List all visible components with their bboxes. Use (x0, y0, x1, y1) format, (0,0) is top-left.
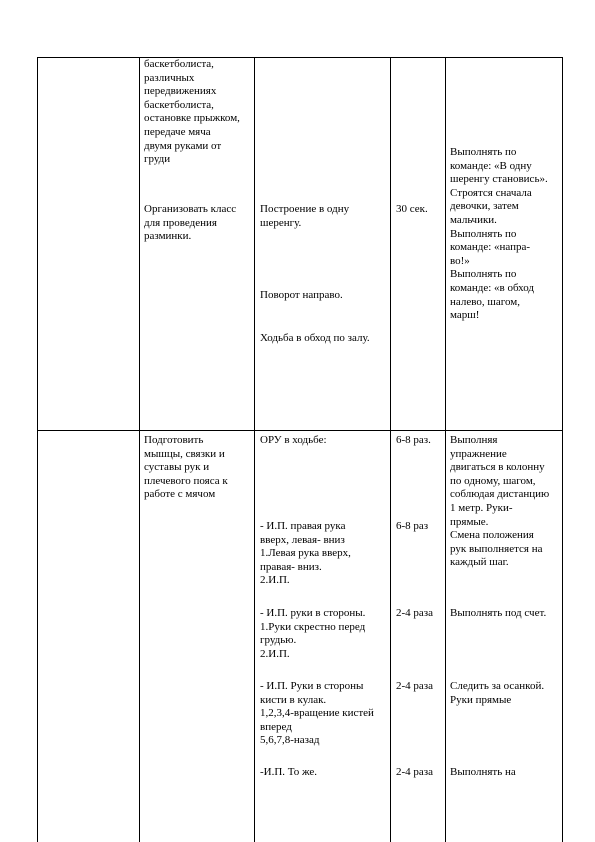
row1-content-turn: Поворот направо. (260, 289, 343, 301)
row2-notes-4: Следить за осанкой. Руки прямые (450, 680, 545, 706)
row2-content-oru: ОРУ в ходьбе: (260, 434, 327, 446)
row2-notes-5: Выполнять на (450, 766, 516, 778)
row1-content-formation: Построение в одну шеренгу. (260, 203, 350, 229)
column-divider-2 (254, 57, 255, 842)
row1-goals-organize-text: Организовать класс для проведения разминки. (144, 203, 237, 243)
row2-notes-1: Выполняя упражнение двигаться в колонну по одному, шагом, соблюдая дистанцию 1 метр. Руки- прямые. Смена положения рук выполняется на каждый шаг. (450, 434, 550, 569)
row1-dosage: 30 сек. (396, 203, 428, 215)
row2-dosage-1: 6-8 раз. (396, 434, 431, 446)
row2-goals-text: Подготовить мышцы, связки и суставы рук и плечевого пояса к работе с мячом (144, 434, 228, 501)
row2-notes-3: Выполнять под счет. (450, 607, 547, 619)
row1-notes: Выполнять по команде: «В одну шеренгу становись». Строятся сначала девочки, затем мальчики. Выполнять по команде: «напра- во!» Выполнять по команде: «в обход налево, шагом, марш! (450, 146, 548, 322)
row1-goals-text: баскетболиста, различных передвижениях баскетболиста, остановке прыжком, передаче мяча двумя руками от груди (144, 58, 240, 166)
row2-content-exercise-3: - И.П. Руки в стороны кисти в кулак. 1,2,3,4-вращение кистей вперед 5,6,7,8-назад (260, 680, 374, 747)
row2-dosage-5: 2-4 раза (396, 766, 434, 778)
column-divider-1 (139, 57, 140, 842)
table-right-border (562, 57, 563, 842)
table-top-border (37, 57, 563, 58)
row2-content-exercise-4: -И.П. То же. (260, 766, 318, 778)
row2-dosage-3: 2-4 раза (396, 607, 434, 619)
row2-content-exercise-1: - И.П. правая рука вверх, левая- вниз 1.Левая рука вверх, правая- вниз. 2.И.П. (260, 520, 351, 587)
row2-dosage-4: 2-4 раза (396, 680, 434, 692)
table-left-border (37, 57, 38, 842)
row1-content-walk: Ходьба в обход по залу. (260, 332, 370, 344)
column-divider-4 (445, 57, 446, 842)
row2-dosage-2: 6-8 раз (396, 520, 429, 532)
column-divider-3 (390, 57, 391, 842)
row2-content-exercise-2: - И.П. руки в стороны. 1.Руки скрестно перед грудью. 2.И.П. (260, 607, 366, 660)
row-divider (37, 430, 563, 431)
